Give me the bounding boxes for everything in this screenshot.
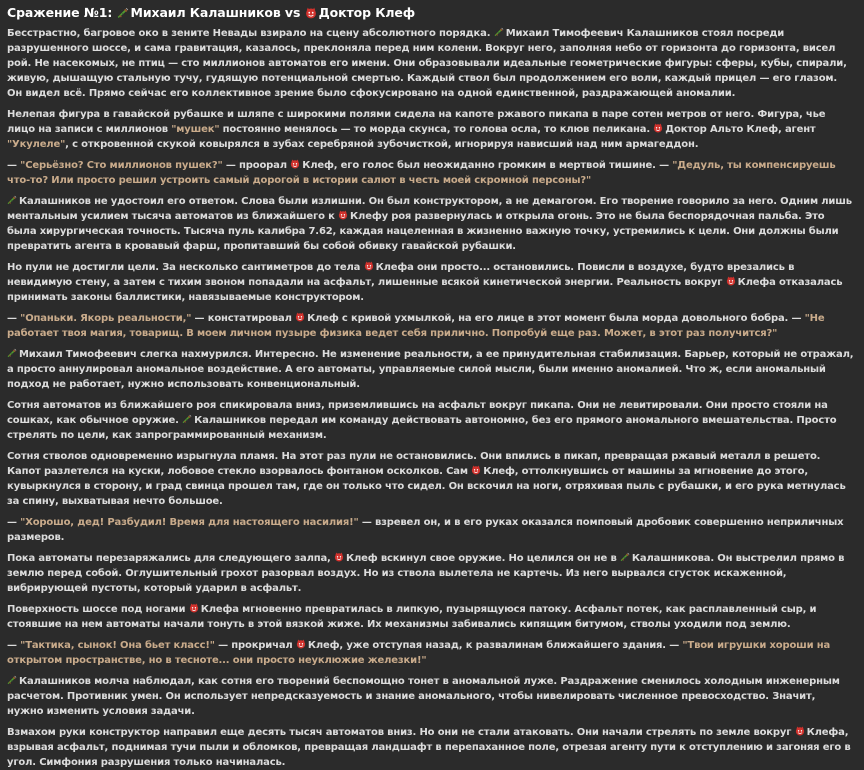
dialogue-quote: "Опаньки. Якорь реальности,"	[20, 313, 192, 324]
story-paragraph	[7, 515, 854, 545]
dialogue-quote: "Тактика, сынок! Она бьет класс!"	[20, 640, 215, 651]
narrative-text: — проорал	[222, 160, 291, 171]
narrative-text: Калашников молча наблюдал, как сотня его творений беспомощно тонет в аномальной луже. Раздражение сменилось холодным инженерным расчетом. Противник умен. Он использует непредсказуемость и знание аномального, чтобы нивелировать численное превосходство. Значит, нужно изменить условия задачи.	[7, 676, 840, 717]
story-paragraph	[7, 725, 854, 770]
red-devil-face-icon	[338, 210, 348, 220]
red-devil-face-icon	[653, 123, 663, 133]
title-fighter2: Доктор Клеф	[318, 5, 416, 20]
narrative-text: —	[7, 517, 21, 528]
narrative-text: Клеф с кривой ухмылкой, на его лице в этот момент была морда довольного бобра. —	[307, 313, 805, 324]
story-paragraph	[7, 158, 854, 188]
narrative-text: постоянно менялось — то морда скунса, то голова осла, то клюв пеликана.	[219, 124, 654, 135]
rifle-icon	[494, 27, 504, 37]
dialogue-quote: "Дедуль, ты компенсируешь что-то? Или просто решил устроить самый дорогой в истории салют в честь моей скромной персоны?"	[7, 160, 836, 186]
rifle-icon	[7, 348, 17, 358]
narrative-text: Сотня автоматов из ближайшего роя спикировала вниз, приземлившись на асфальт вокруг пикапа. Они не левитировали. Они просто стояли на сошках, как обычное оружие.	[7, 400, 828, 426]
title-vs: vs	[280, 5, 305, 20]
narrative-text: Калашников не удостоил его ответом. Слова были излишни. Он был конструктором, а не демагогом. Его творение говорило за него. Одним лишь ментальным усилием тысяча автоматов из ближайшего к	[7, 196, 852, 222]
narrative-text: Калашникова. Он выстрелил прямо в землю перед собой. Оглушительный грохот разорвал воздух. Но из ствола вылетела не картечь. Из него вырвался сгусток искаженной, вибрирующей пустоты, который ударил в асфальт.	[7, 553, 845, 594]
narrative-text: Клеф, его голос был неожиданно громким в мертвой тишине. —	[302, 160, 673, 171]
rifle-icon	[182, 414, 192, 424]
story-paragraph	[7, 194, 854, 254]
narrative-text: , с откровенной скукой ковырялся в зубах серебряной зубочисткой, игнорируя нависший над ним армагеддон.	[65, 139, 699, 150]
narrative-text: Пока автоматы перезаряжались для следующего залпа,	[7, 553, 334, 564]
story-paragraph	[7, 638, 854, 668]
story-body	[7, 26, 854, 770]
narrative-text: —	[7, 160, 21, 171]
red-devil-face-icon	[334, 552, 344, 562]
story-paragraph	[7, 398, 854, 443]
red-devil-face-icon	[726, 276, 736, 286]
narrative-text: —	[7, 313, 21, 324]
red-devil-face-icon	[364, 261, 374, 271]
dialogue-quote: "Укулеле"	[7, 139, 66, 150]
rifle-icon	[7, 195, 17, 205]
story-paragraph	[7, 602, 854, 632]
narrative-text: — прокричал	[214, 640, 296, 651]
narrative-text: Клефа отказалась принимать законы баллистики, навязываемые конструктором.	[7, 277, 843, 303]
story-paragraph	[7, 449, 854, 509]
narrative-text: Клеф, уже отступая назад, к развалинам ближайшего здания. —	[307, 640, 683, 651]
red-devil-face-icon	[471, 465, 481, 475]
rifle-icon	[7, 675, 17, 685]
dialogue-quote: "Твои игрушки хороши на открытом пространстве, но в тесноте... они просто неуклюжие железки!"	[7, 640, 831, 666]
narrative-text: Доктор Альто Клеф, агент	[665, 124, 816, 135]
story-paragraph	[7, 551, 854, 596]
narrative-text: — взревел он, и в его руках оказался помповый дробовик совершенно неприличных размеров.	[7, 517, 844, 543]
dialogue-quote: "мушек"	[171, 124, 220, 135]
rifle-icon	[620, 552, 630, 562]
narrative-text: Клефа они просто... остановились. Повисли в воздухе, будто врезались в невидимую стену, а затем с тихим звоном попадали на асфальт, лишенные всякой кинетической энергии. Реальность вокруг	[7, 262, 795, 288]
narrative-text: Взмахом руки конструктор направил еще десять тысяч автоматов вниз. Но они не стали атаковать. Они начали стрелять по земле вокруг	[7, 727, 795, 738]
dialogue-quote: "Серьёзно? Сто миллионов пушек?"	[20, 160, 223, 171]
dialogue-quote: "Не работает твоя магия, товарищ. В моем личном пузыре физика ведет себя прилично. Попробуй еще раз. Может, в этот раз получится?"	[7, 313, 825, 339]
narrative-text: Нелепая фигура в гавайской рубашке и шляпе с широкими полями сидела на капоте ржавого пикапа в паре сотен метров от него. Фигура, чье лицо на записи с миллионов	[7, 109, 826, 135]
story-paragraph	[7, 311, 854, 341]
dialogue-quote: "Хорошо, дед! Разбудил! Время для настоящего насилия!"	[20, 517, 359, 528]
red-devil-face-icon	[295, 312, 305, 322]
red-devil-face-icon	[305, 7, 317, 19]
story-paragraph	[7, 107, 854, 152]
narrative-text: Клеф, оттолкнувшись от машины за мгновение до этого, кувыркнулся в сторону, и град свинца прошел там, где он только что сидел. Он вскочил на ноги, отряхивая пыль с рубашки, и его рука метнулась за спину, выхватывая нечто большое.	[7, 466, 846, 507]
narrative-text: — констатировал	[191, 313, 296, 324]
title-fighter1: Михаил Калашников	[130, 5, 281, 20]
narrative-text: Клефу роя развернулась и открыла огонь. Это не была беспорядочная пальба. Это была хирургическая точность. Тысяча пуль калибра 7.62, каждая нацеленная в жизненно важную точку, устремились к цели. Они должны были превратить агента в кровавый фарш, пропитавший бы собой обивку гавайской рубашки.	[7, 211, 839, 252]
red-devil-face-icon	[296, 639, 306, 649]
story-paragraph	[7, 674, 854, 719]
red-devil-face-icon	[795, 726, 805, 736]
narrative-text: Но пули не достигли цели. За несколько сантиметров до тела	[7, 262, 364, 273]
narrative-text: Поверхность шоссе под ногами	[7, 604, 189, 615]
narrative-text: —	[7, 640, 21, 651]
story-paragraph	[7, 347, 854, 392]
red-devil-face-icon	[290, 159, 300, 169]
story-paragraph	[7, 26, 854, 101]
narrative-text: Клефа мгновенно превратилась в липкую, пузырящуюся патоку. Асфальт потек, как расплавленный сыр, и стоявшие на нем автоматы начали тонуть в этой вязкой жиже. Их механизмы забивались кипящим битумом, стволы уходили под землю.	[7, 604, 817, 630]
rifle-icon	[117, 7, 129, 19]
narrative-text: Клефа, взрывая асфальт, поднимая тучи пыли и обломков, превращая ландшафт в перепаханное поле, отрезая агенту пути к отступлению и загоняя его в угол. Симфония разрушения только начиналась.	[7, 727, 851, 768]
story-paragraph	[7, 260, 854, 305]
narrative-text: Сотня стволов одновременно изрыгнула пламя. На этот раз пули не остановились. Они впились в пикап, превращая ржавый металл в решето. Капот разлетелся на куски, лобовое стекло взорвалось фонтаном осколков. Сам	[7, 451, 821, 477]
title-prefix: Сражение №1:	[7, 5, 117, 20]
battle-title	[7, 4, 854, 22]
narrative-text: Клеф вскинул свое оружие. Но целился он не в	[346, 553, 620, 564]
narrative-text: Михаил Тимофеевич Калашников стоял посреди разрушенного шоссе, и сама гравитация, казалось, преклоняла перед ним колени. Вокруг него, заполняя небо от горизонта до горизонта, висел рой. Не насекомых, не птиц — сто миллионов автоматов его имени. Они образовывали идеальные геометрические фигуры: сферы, кубы, спирали, живую, дышащую стальную тучу, гудящую потенциальной смертью. Каждый ствол был продолжением его воли, каждый прицел — его глазом. Он видел всё. Прямо сейчас его коллективное зрение было сфокусировано на одной единственной, раздражающей аномалии.	[7, 28, 847, 99]
narrative-text: Калашников передал им команду действовать автономно, без его прямого аномального вмешательства. Просто стрелять по цели, как запрограммированный механизм.	[7, 415, 837, 441]
red-devil-face-icon	[189, 603, 199, 613]
narrative-text: Бесстрастно, багровое око в зените Невады взирало на сцену абсолютного порядка.	[7, 28, 494, 39]
narrative-text: Михаил Тимофеевич слегка нахмурился. Интересно. Не изменение реальности, а ее принудительная стабилизация. Барьер, который не отражал, а просто аннулировал аномальное воздействие. А его автоматы, управляемые силой мысли, были именно аномалией. Что ж, если аномальный подход не работает, нужно использовать конвенциональный.	[7, 349, 854, 390]
